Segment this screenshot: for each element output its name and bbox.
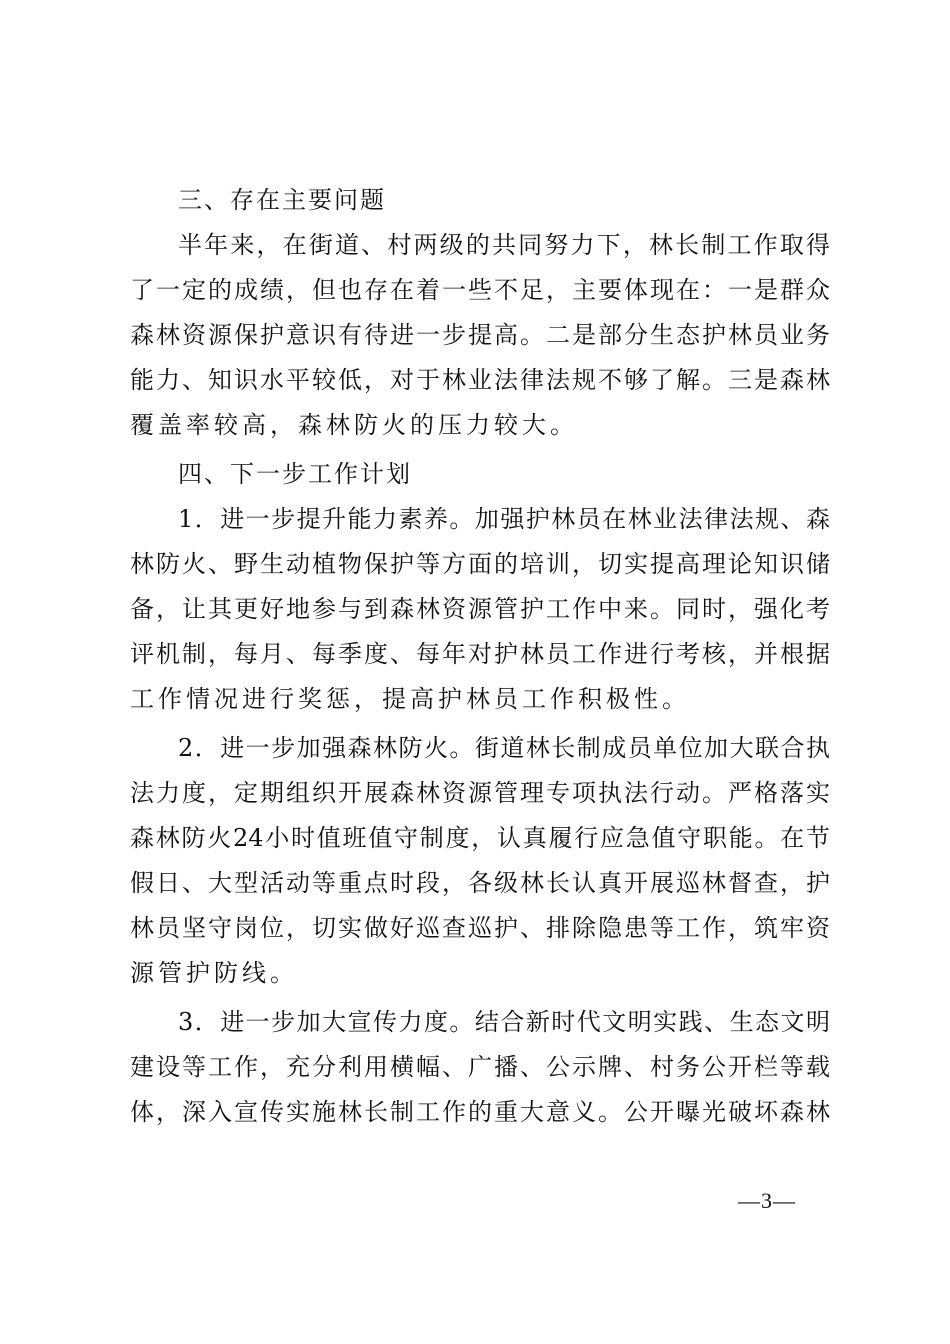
list-item-line: 评机制，每月、每季度、每年对护林员工作进行考核，并根据	[130, 640, 830, 668]
list-item-line: 假日、大型活动等重点时段，各级林长认真开展巡林督查，护	[130, 869, 830, 897]
list-item-line: 1．进一步提升能力素养。加强护林员在林业法律法规、森	[178, 505, 830, 533]
list-item-line: 森林防火24小时值班值守制度，认真履行应急值守职能。在节	[130, 824, 830, 852]
section-heading-next-steps: 四、下一步工作计划	[178, 460, 412, 488]
list-item-line: 法力度，定期组织开展森林资源管理专项执法行动。严格落实	[130, 779, 830, 807]
list-item-line: 3．进一步加大宣传力度。结合新时代文明实践、生态文明	[178, 1008, 830, 1036]
page-number: —3—	[738, 1188, 796, 1213]
document-body	[130, 178, 830, 1135]
section-heading-problems: 三、存在主要问题	[178, 186, 386, 214]
paragraph-line: 覆盖率较高，森林防火的压力较大。	[130, 411, 578, 439]
paragraph-line: 了一定的成绩，但也存在着一些不足，主要体现在：一是群众	[130, 276, 830, 304]
list-item-line: 体，深入宣传实施林长制工作的重大意义。公开曝光破坏森林	[130, 1098, 830, 1126]
paragraph-line: 森林资源保护意识有待进一步提高。二是部分生态护林员业务	[130, 321, 830, 349]
list-item-line: 建设等工作，充分利用横幅、广播、公示牌、村务公开栏等载	[130, 1053, 830, 1081]
paragraph-line: 能力、知识水平较低，对于林业法律法规不够了解。三是森林	[130, 366, 830, 394]
list-item-line: 源管护防线。	[130, 959, 298, 987]
list-item-line: 备，让其更好地参与到森林资源管护工作中来。同时，强化考	[130, 595, 830, 623]
list-item-line: 2．进一步加强森林防火。街道林长制成员单位加大联合执	[178, 734, 830, 762]
list-item-line: 林防火、野生动植物保护等方面的培训，切实提高理论知识储	[130, 550, 830, 578]
list-item-line: 林员坚守岗位，切实做好巡查巡护、排除隐患等工作，筑牢资	[130, 914, 830, 942]
list-item-line: 工作情况进行奖惩，提高护林员工作积极性。	[130, 685, 690, 713]
paragraph-line: 半年来，在街道、村两级的共同努力下，林长制工作取得	[178, 231, 830, 259]
